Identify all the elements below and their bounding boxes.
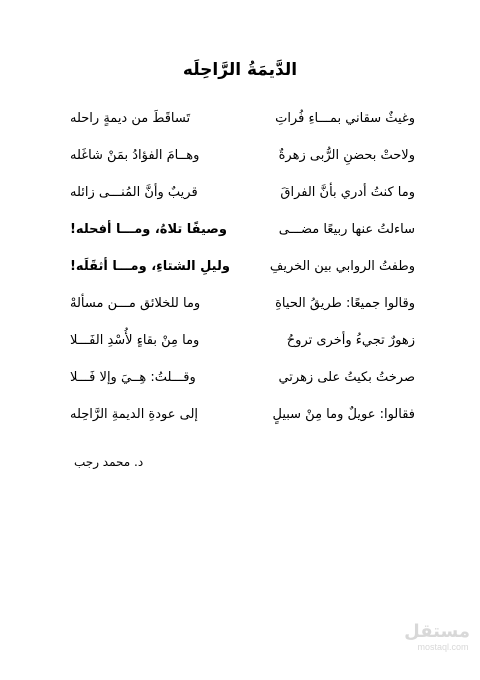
- verse-first-hemistich: زهورٌ تجيءُ وأخرى تروحُ: [286, 333, 415, 348]
- poem-verse: [70, 174, 415, 211]
- poem-verse: [70, 211, 415, 248]
- verse-second-hemistich: وما مِنْ بقاءٍ لأُسْدِ الفَـــلا: [70, 333, 200, 348]
- verse-second-hemistich: وقـــلتُ: هِــيَ وإلا فَـــلا: [70, 370, 196, 385]
- watermark-brand: مستقل: [404, 621, 470, 642]
- poem-body: [70, 100, 415, 433]
- verse-first-hemistich: وغيثٌ سقاني بمـــاءِ فُراتِ: [275, 111, 415, 126]
- poem-verse: [70, 396, 415, 433]
- watermark-logo: [404, 621, 470, 653]
- poem-verse: [70, 359, 415, 396]
- poem-title: الدَّيمَةُ الرَّاحِلَه: [182, 60, 298, 80]
- poem-verse: [70, 137, 415, 174]
- author-signature: د. محمد رجب: [74, 455, 144, 469]
- verse-second-hemistich: وصيفًا تلاهُ، ومـــا أفحله!: [70, 222, 227, 237]
- verse-first-hemistich: وما كنتُ أدري بأنَّ الفراقَ: [280, 185, 415, 200]
- verse-first-hemistich: فقالوا: عويلٌ وما مِنْ سبيلٍ: [272, 407, 415, 422]
- verse-first-hemistich: ساءلتُ عنها ربيعًا مضـــى: [278, 222, 415, 237]
- verse-second-hemistich: قريبٌ وأنَّ المُنـــى زائله: [70, 185, 198, 200]
- watermark-domain: mostaql.com: [417, 642, 469, 652]
- verse-first-hemistich: صرختُ بكيتُ على زهرتي: [278, 370, 415, 385]
- poem-verse: [70, 285, 415, 322]
- verse-second-hemistich: وما للخلائق مـــن مسألهْ: [70, 296, 201, 311]
- verse-first-hemistich: وقالوا جميعًا: طريقُ الحياةِ: [275, 296, 415, 311]
- poem-verse: [70, 322, 415, 359]
- verse-second-hemistich: وليلِ الشتاءِ، ومـــا أثقَلَه!: [70, 259, 230, 274]
- verse-first-hemistich: ولاحتْ بحضنِ الرُّبى زهرةٌ: [278, 148, 415, 163]
- verse-second-hemistich: وهــامَ الفؤادُ بمَنْ شاغَله: [70, 148, 200, 163]
- poem-verse: [70, 248, 415, 285]
- verse-second-hemistich: تَساقَطَ من ديمةٍ راحله: [70, 111, 191, 126]
- poem-verse: [70, 100, 415, 137]
- verse-second-hemistich: إلى عودةِ الديمةِ الرَّاحِله: [70, 407, 199, 422]
- verse-first-hemistich: وطفتُ الروابي بين الخريفِ: [269, 259, 415, 274]
